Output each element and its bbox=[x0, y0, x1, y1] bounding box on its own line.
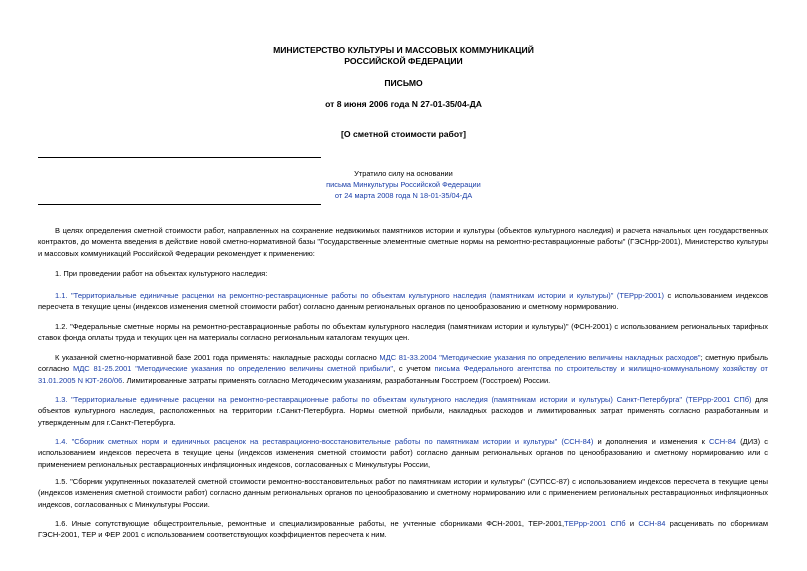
link-terrr-2001[interactable]: 1.1. "Территориальные единичные расценки на ремонтно-реставрационные работы по объектам культурного наследия (памятникам истории и культуры)" (ТЕРрр-2001) bbox=[55, 291, 665, 300]
link-ssn-84[interactable]: ССН-84 bbox=[708, 437, 737, 446]
paragraph-item-1: 1. При проведении работ на объектах культурного наследия: bbox=[55, 269, 268, 278]
link-ssn-84-2[interactable]: ССН-84 bbox=[638, 519, 666, 528]
link-mds-81-33[interactable]: МДС 81-33.2004 "Методические указания по определению величины накладных расходов" bbox=[379, 353, 701, 362]
paragraph-item-1-4 bbox=[38, 436, 768, 470]
text-item-1-6-a: 1.6. Иные сопутствующие общестроительные, ремонтные и специализированные работы, не учтенные сборниками ФСН-2001, ТЕР-2001, bbox=[55, 519, 565, 528]
text-item-1-1: с использованием индексов пересчета в текущие цены (индексов изменения сметной стоимости работ) согласно данным региональных органов по ценообразованию и сметному нормированию. bbox=[38, 291, 768, 312]
paragraph-item-1-1 bbox=[38, 290, 768, 313]
status-note-link-line1[interactable]: письма Минкультуры Российской Федерации bbox=[326, 180, 481, 189]
status-note-link-line2[interactable]: от 24 марта 2008 года N 18-01-35/04-ДА bbox=[334, 191, 473, 200]
paragraph-item-1-2-overheads bbox=[38, 352, 768, 386]
document-subject: [О сметной стоимости работ] bbox=[341, 129, 466, 139]
document-date-number: от 8 июня 2006 года N 27-01-35/04-ДА bbox=[325, 99, 482, 109]
text-item-1-6-b: и bbox=[625, 519, 639, 528]
link-mds-81-25[interactable]: МДС 81-25.2001 "Методические указания по определению величины сметной прибыли" bbox=[72, 364, 394, 374]
divider-bottom bbox=[38, 204, 321, 205]
text-item-1-4-a: и дополнения и изменения к bbox=[593, 437, 709, 446]
link-letter-yut-260[interactable]: письма Федерального агентства по строительству и жилищно-коммунальному хозяйству от 31.01.2005 N ЮТ-260/06 bbox=[38, 364, 768, 385]
ministry-title-line1: МИНИСТЕРСТВО КУЛЬТУРЫ И МАССОВЫХ КОММУНИКАЦИЙ bbox=[273, 45, 534, 55]
text-overheads-a: К указанной сметно-нормативной базе 2001 года применять: накладные расходы согласно bbox=[55, 353, 380, 362]
text-overheads-c: , с учетом bbox=[393, 364, 435, 374]
paragraph-item-1-6 bbox=[38, 518, 768, 541]
text-overheads-d: . Лимитированные затраты применять согласно Методическим указаниям, разработанным Госстроем (Госстроем) России. bbox=[122, 375, 551, 385]
paragraph-item-1-5: 1.5. "Сборник укрупненных показателей сметной стоимости ремонтно-восстановительных работ по памятникам истории и культуры" (СУПСС-87) с использованием индексов пересчета в текущие цены (индексов изменения сметной стоимости работ) согласно данным региональных органов по ценообразованию и сметному нормированию или с применением региональных реставрационных инфляционных индексов, согласованных с Минкультуры России. bbox=[38, 477, 768, 509]
text-item-1-3: для объектов культурного наследия, расположенных на территории г.Санкт-Петербурга. Нормы сметной прибыли, накладных расходов и лимитированных затрат применять согласно разработанным и утвержденным для г.Санкт-Петербурга. bbox=[38, 395, 768, 427]
ministry-title-line2: РОССИЙСКОЙ ФЕДЕРАЦИИ bbox=[344, 56, 463, 66]
divider-top bbox=[38, 157, 321, 158]
status-note-line1: Утратило силу на основании bbox=[354, 169, 453, 178]
link-terrr-2001-spb[interactable]: 1.3. "Территориальные единичные расценки на ремонтно-реставрационные работы по объектам культурного наследия (памятникам истории и культуры) Санкт-Петербурга" (ТЕРрр-2001 СПб) bbox=[55, 395, 752, 404]
text-item-1-6-c: расценивать по сборникам ГЭСН-2001, ТЕР и ФЕР 2001 с использованием соответствующих коэффициентов пересчета к ним. bbox=[38, 519, 768, 540]
link-terrr-2001-spb-2[interactable]: ТЕРрр-2001 СПб bbox=[564, 519, 626, 528]
text-overheads-b: ; сметную прибыль согласно bbox=[38, 353, 768, 374]
text-item-1-4-b: (ДИЗ) с использованием индексов пересчета в текущие цены (индексов изменения сметной стоимости работ) согласно данным региональных органов по ценообразованию и сметному нормированию или с применением региональных реставрационных инфляционных индексов, согласованных с Минкультуры России, bbox=[38, 437, 768, 469]
paragraph-intro: В целях определения сметной стоимости работ, направленных на сохранение недвижимых памятников истории и культуры (объектов культурного наследия) и расчета начальных цен государственных контрактов, до момента введения в действие новой сметно-нормативной базы "Государственные элементные сметные нормы на ремонтно-реставрационные работы" (ГЭСНрр-2001), Министерство культуры и массовых коммуникаций Российской Федерации рекомендует к применению: bbox=[38, 226, 768, 258]
paragraph-item-1-2: 1.2. "Федеральные сметные нормы на ремонтно-реставрационные работы по объектам культурного наследия (памятникам истории и культуры)" (ФСН-2001) с использованием региональных тарифных ставок фонда оплаты труда и текущих цен на материалы согласно региональным каталогам текущих цен. bbox=[38, 322, 768, 343]
paragraph-item-1-3 bbox=[38, 394, 768, 428]
link-ssn-84-collection[interactable]: 1.4. "Сборник сметных норм и единичных расценок на реставрационно-восстановительные работы по памятникам истории и культуры" (ССН-84) bbox=[55, 437, 594, 446]
document-type: ПИСЬМО bbox=[384, 78, 423, 88]
